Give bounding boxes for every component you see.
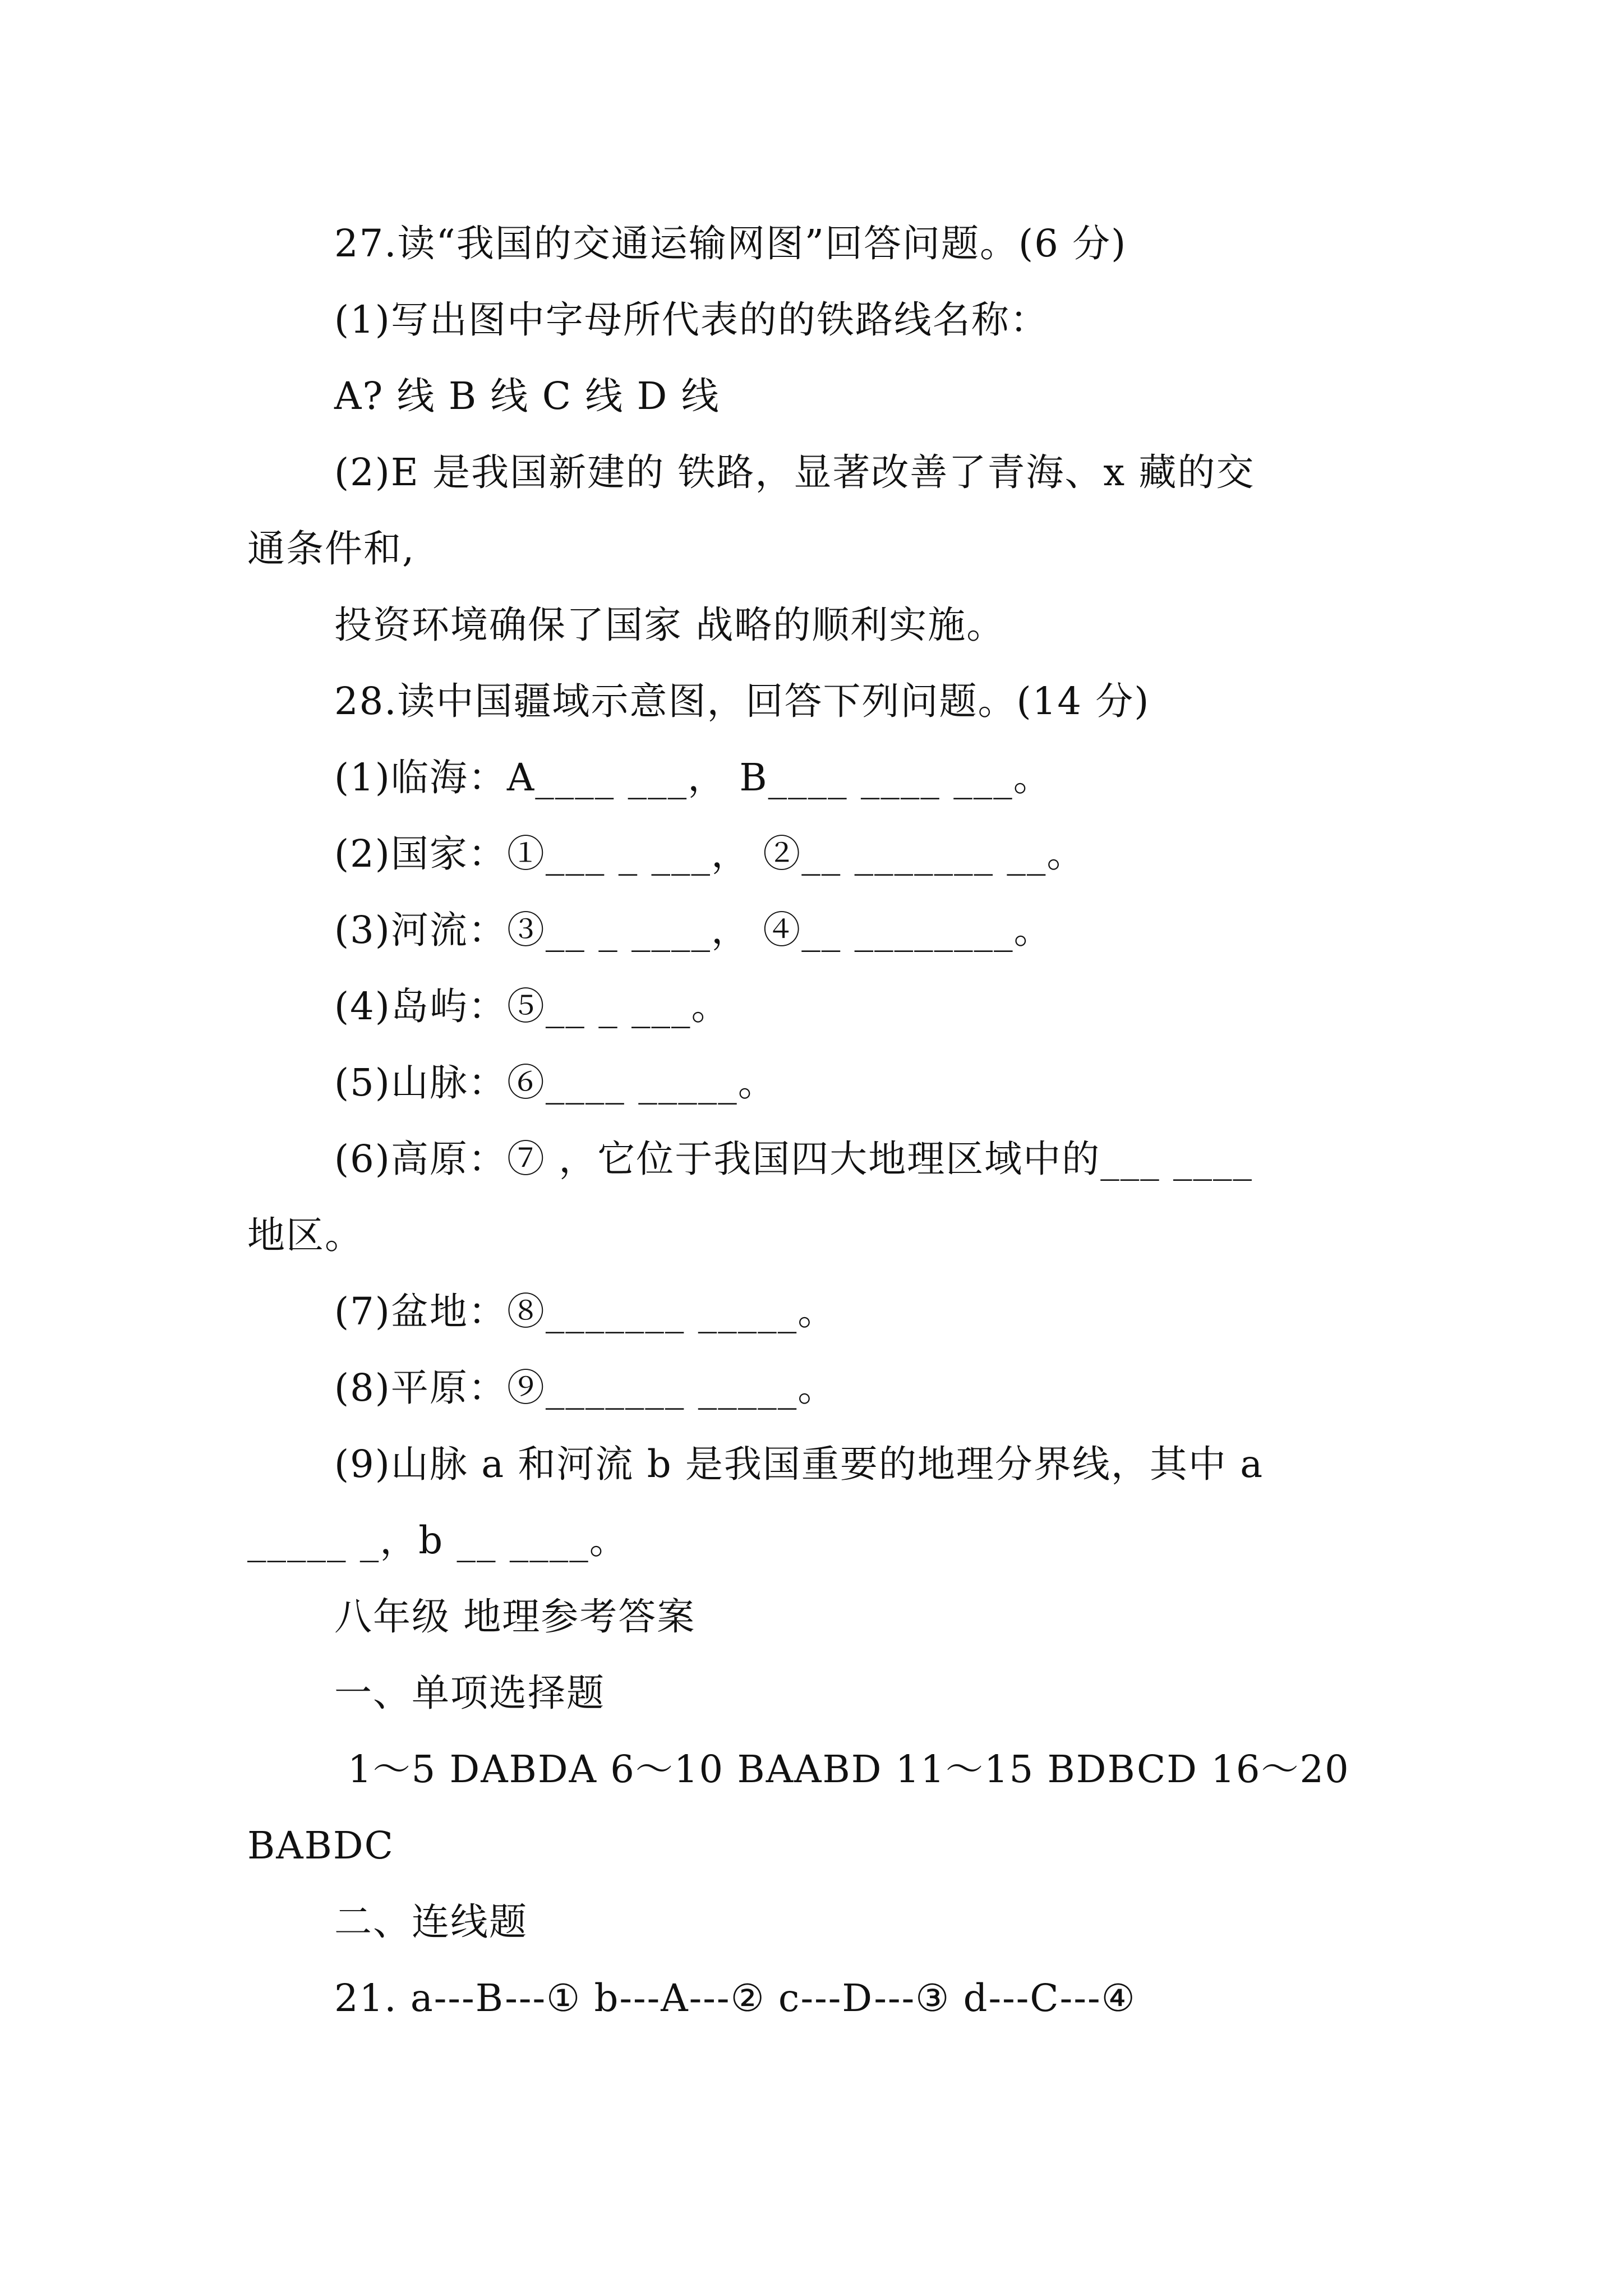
section-1-answers: 1～5 DABDA 6～10 BAABD 11～15 BDBCD 16～20 — [348, 1747, 1350, 1791]
q27-part2-line1: (2)E 是我国新建的 铁路，显著改善了青海、x 藏的交 — [334, 450, 1255, 494]
q28-part8-plain: (8)平原：⑨_______ _____。 — [334, 1366, 837, 1410]
q28-part2-countries: (2)国家：①___ _ ___， ②__ _______ __。 — [334, 832, 1086, 876]
q28-part6-cont: 地区。 — [247, 1213, 363, 1257]
section-2-heading: 二、连线题 — [334, 1900, 528, 1944]
q28-part9-blanks: _____ _，b __ ____。 — [247, 1519, 628, 1562]
q27-part2-line3: 投资环境确保了国家 战略的顺利实施。 — [334, 603, 1006, 647]
q28-part1-seas: (1)临海：A____ ___， B____ ____ ___。 — [334, 756, 1052, 799]
q28-title: 28.读中国疆域示意图，回答下列问题。(14 分) — [334, 679, 1150, 723]
q28-part5-mountains: (5)山脉：⑥____ _____。 — [334, 1061, 777, 1105]
q27-part1-prompt: (1)写出图中字母所代表的的铁路线名称： — [334, 298, 1049, 342]
answer-key-title: 八年级 地理参考答案 — [334, 1595, 696, 1639]
section-1-heading: 一、单项选择题 — [334, 1671, 605, 1715]
q21-matching-answers: 21. a---B---① b---A---② c---D---③ d---C---④ — [334, 1976, 1136, 2020]
q27-title: 27.读“我国的交通运输网图”回答问题。(6 分) — [334, 222, 1127, 265]
q28-part3-rivers: (3)河流：③__ _ ____， ④__ ________。 — [334, 908, 1053, 952]
q27-part1-blanks: A? 线 B 线 C 线 D 线 — [334, 374, 720, 418]
q28-part9-boundary: (9)山脉 a 和河流 b 是我国重要的地理分界线，其中 a — [334, 1442, 1264, 1486]
q28-part7-basin: (7)盆地：⑧_______ _____。 — [334, 1290, 837, 1333]
q27-part2-line2: 通条件和, — [247, 527, 416, 570]
section-1-answers-cont: BABDC — [247, 1824, 394, 1867]
q28-part4-islands: (4)岛屿：⑤__ _ ___。 — [334, 984, 730, 1028]
q28-part6-plateau: (6)高原：⑦ ，它位于我国四大地理区域中的___ ____ — [334, 1137, 1253, 1181]
